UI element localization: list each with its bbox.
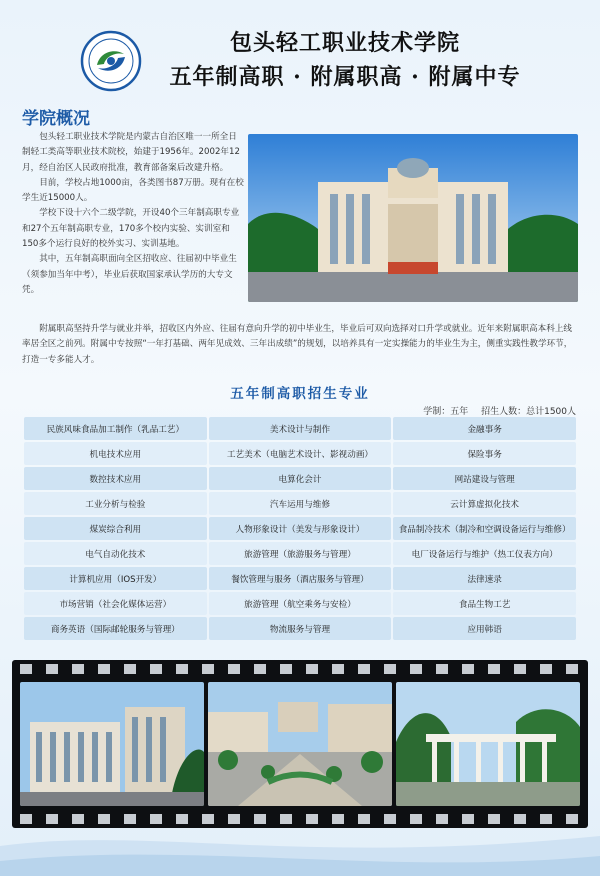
intro-text-wide (22, 322, 578, 368)
campus-building-photo (20, 682, 204, 806)
major-cell: 市场营销（社会化媒体运营） (24, 592, 207, 615)
intro-paragraph: 目前，学校占地1000亩，各类图书87万册。现有在校学生近15000人。 (22, 177, 244, 204)
major-cell: 网站建设与管理 (393, 467, 576, 490)
major-cell: 旅游管理（航空乘务与安检） (209, 592, 392, 615)
photo-film-strip (12, 660, 588, 828)
major-cell: 保险事务 (393, 442, 576, 465)
intro-paragraph: 附属职高坚持升学与就业并举，招收区内外应、往届有意向升学的初中毕业生，毕业后可双向选择对口升学或就业。近年来附属职高本科上线率居全区之前列。附属中专按照“一年打基础、两年见成效、三年出成绩”的规划，以培养具有一定实操能力的毕业生为主，侧重实践性教学环节，打造一专多能人才。 (22, 324, 573, 365)
major-cell: 应用韩语 (393, 617, 576, 640)
section-heading-overview: 学院概况 (22, 109, 90, 129)
campus-main-building-photo (248, 134, 578, 302)
major-cell: 汽车运用与维修 (209, 492, 392, 515)
intro-text (22, 130, 244, 298)
major-cell: 电算化会计 (209, 467, 392, 490)
major-cell: 旅游管理（旅游服务与管理） (209, 542, 392, 565)
major-cell: 商务英语（国际邮轮服务与管理） (24, 617, 207, 640)
intro-paragraph: 其中，五年制高职面向全区招收应、往届初中毕业生（须参加当年中考），毕业后获取国家承认学历的大专文凭。 (22, 254, 237, 295)
majors-row (24, 617, 576, 640)
major-cell: 食品生物工艺 (393, 592, 576, 615)
page-title: 包头轻工职业技术学院 (229, 30, 460, 56)
major-cell: 云计算虚拟化技术 (393, 492, 576, 515)
major-cell: 电厂设备运行与维护（热工仪表方向） (393, 542, 576, 565)
major-cell: 工业分析与检验 (24, 492, 207, 515)
majors-row (24, 517, 576, 540)
majors-table (22, 415, 578, 642)
film-sprockets-top (12, 664, 588, 674)
major-cell: 计算机应用（IOS开发） (24, 567, 207, 590)
intro-paragraph: 学校下设十六个二级学院，开设40个三年制高职专业和27个五年制高职专业，170多个校内实验、实训室和150多个运行良好的校外实习、实训基地。 (22, 208, 240, 250)
major-cell: 美术设计与制作 (209, 417, 392, 440)
major-cell: 人物形象设计（美发与形象设计） (209, 517, 392, 540)
major-cell: 电气自动化技术 (24, 542, 207, 565)
major-cell: 法律速录 (393, 567, 576, 590)
major-cell: 工艺美术（电脑艺术设计、影视动画） (209, 442, 392, 465)
major-cell: 煤炭综合利用 (24, 517, 207, 540)
duration-label: 学制：五年 (423, 407, 469, 417)
major-cell: 食品制冷技术（制冷和空调设备运行与维修） (393, 517, 576, 540)
campus-pavilion-photo (396, 682, 580, 806)
decorative-wave (0, 816, 600, 876)
major-cell: 餐饮管理与服务（酒店服务与管理） (209, 567, 392, 590)
majors-row (24, 542, 576, 565)
majors-row (24, 442, 576, 465)
header (0, 0, 600, 100)
intro-paragraph: 包头轻工职业技术学院是内蒙古自治区唯一一所全日制轻工类高等职业技术院校，始建于1956年。2002年12月，经自治区人民政府批准，教育部备案后改建升格。 (22, 132, 240, 173)
majors-row (24, 592, 576, 615)
page-subtitle: 五年制高职 · 附属职高 · 附属中专 (169, 64, 521, 90)
major-cell: 物流服务与管理 (209, 617, 392, 640)
majors-heading: 五年制高职招生专业 (230, 386, 370, 402)
majors-row (24, 467, 576, 490)
major-cell: 机电技术应用 (24, 442, 207, 465)
major-cell: 数控技术应用 (24, 467, 207, 490)
major-cell: 民族风味食品加工制作（乳品工艺） (24, 417, 207, 440)
enrollment-label: 招生人数：总计1500人 (481, 407, 576, 417)
majors-row (24, 567, 576, 590)
major-cell: 金融事务 (393, 417, 576, 440)
campus-square-photo (208, 682, 392, 806)
majors-row (24, 417, 576, 440)
majors-row (24, 492, 576, 515)
